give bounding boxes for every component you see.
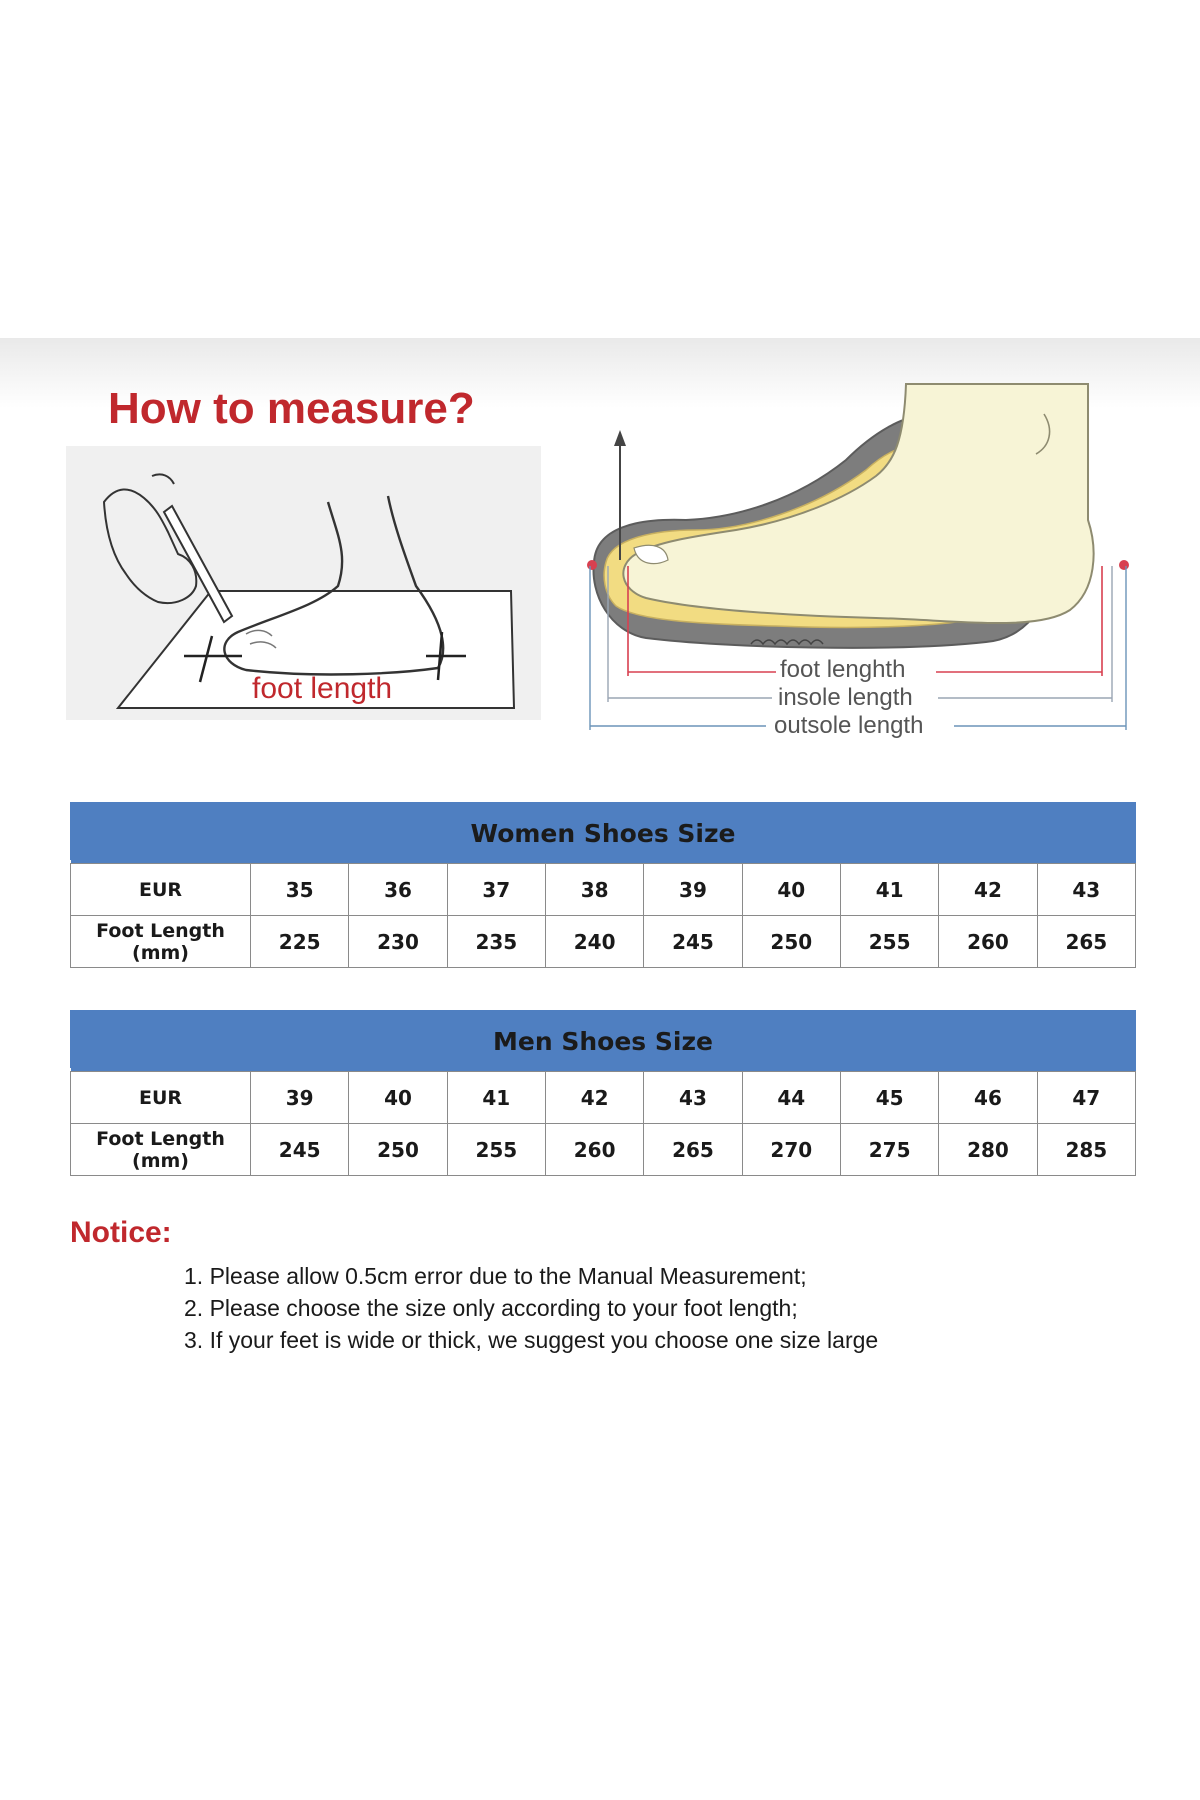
length-cell: 245 <box>251 1124 349 1176</box>
table-row <box>71 916 1136 968</box>
eur-cell: 42 <box>939 864 1037 916</box>
eur-cell: 38 <box>545 864 643 916</box>
list-item: 1. Please allow 0.5cm error due to the Manual Measurement; <box>184 1263 807 1289</box>
eur-cell: 40 <box>742 864 840 916</box>
page-heading: How to measure? <box>108 384 475 433</box>
shoe-cross-section-illustration <box>576 380 1156 740</box>
insole-length-label: insole length <box>778 684 913 711</box>
foot-length-label: foot length <box>252 672 393 705</box>
length-cell: 280 <box>939 1124 1037 1176</box>
eur-cell: 39 <box>644 864 742 916</box>
list-item: 3. If your feet is wide or thick, we suggest you choose one size large <box>184 1327 879 1353</box>
foot-length-row-label-line1: Foot Length <box>96 1127 225 1150</box>
eur-cell: 43 <box>1037 864 1135 916</box>
length-cell: 240 <box>545 916 643 968</box>
eur-cell: 47 <box>1037 1072 1135 1124</box>
women-size-table <box>70 802 1136 968</box>
table-row <box>71 1124 1136 1176</box>
length-cell: 235 <box>447 916 545 968</box>
foot-tracing-illustration <box>66 446 541 720</box>
foot-length-row-label <box>71 1124 251 1176</box>
length-cell: 250 <box>742 916 840 968</box>
length-cell: 265 <box>1037 916 1135 968</box>
men-table-title: Men Shoes Size <box>71 1011 1136 1068</box>
length-cell: 275 <box>840 1124 938 1176</box>
table-row <box>71 864 1136 916</box>
eur-cell: 39 <box>251 1072 349 1124</box>
foot-length-row-label-line2: (mm) <box>132 1149 189 1172</box>
length-cell: 225 <box>251 916 349 968</box>
eur-cell: 44 <box>742 1072 840 1124</box>
eur-cell: 41 <box>840 864 938 916</box>
length-cell: 270 <box>742 1124 840 1176</box>
length-cell: 230 <box>349 916 447 968</box>
length-cell: 265 <box>644 1124 742 1176</box>
length-cell: 285 <box>1037 1124 1135 1176</box>
eur-cell: 36 <box>349 864 447 916</box>
list-item: 2. Please choose the size only according to your foot length; <box>184 1295 798 1321</box>
notice-title: Notice: <box>70 1216 172 1249</box>
eur-cell: 37 <box>447 864 545 916</box>
length-cell: 255 <box>840 916 938 968</box>
length-cell: 255 <box>447 1124 545 1176</box>
length-cell: 245 <box>644 916 742 968</box>
foot-length-row-label <box>71 916 251 968</box>
table-row <box>71 1072 1136 1124</box>
eur-cell: 45 <box>840 1072 938 1124</box>
length-cell: 250 <box>349 1124 447 1176</box>
length-cell: 260 <box>939 916 1037 968</box>
eur-cell: 41 <box>447 1072 545 1124</box>
notice-list <box>184 1260 878 1356</box>
eur-cell: 43 <box>644 1072 742 1124</box>
eur-cell: 35 <box>251 864 349 916</box>
foot-length-row-label-line1: Foot Length <box>96 919 225 942</box>
length-cell: 260 <box>545 1124 643 1176</box>
eur-cell: 40 <box>349 1072 447 1124</box>
outsole-length-label: outsole length <box>774 712 924 739</box>
foot-length-row-label-line2: (mm) <box>132 941 189 964</box>
women-table-title: Women Shoes Size <box>71 803 1136 860</box>
foot-lenghth-label: foot lenghth <box>780 656 906 683</box>
eur-row-label: EUR <box>71 1072 251 1124</box>
eur-cell: 42 <box>545 1072 643 1124</box>
eur-row-label: EUR <box>71 864 251 916</box>
men-size-table <box>70 1010 1136 1176</box>
eur-cell: 46 <box>939 1072 1037 1124</box>
